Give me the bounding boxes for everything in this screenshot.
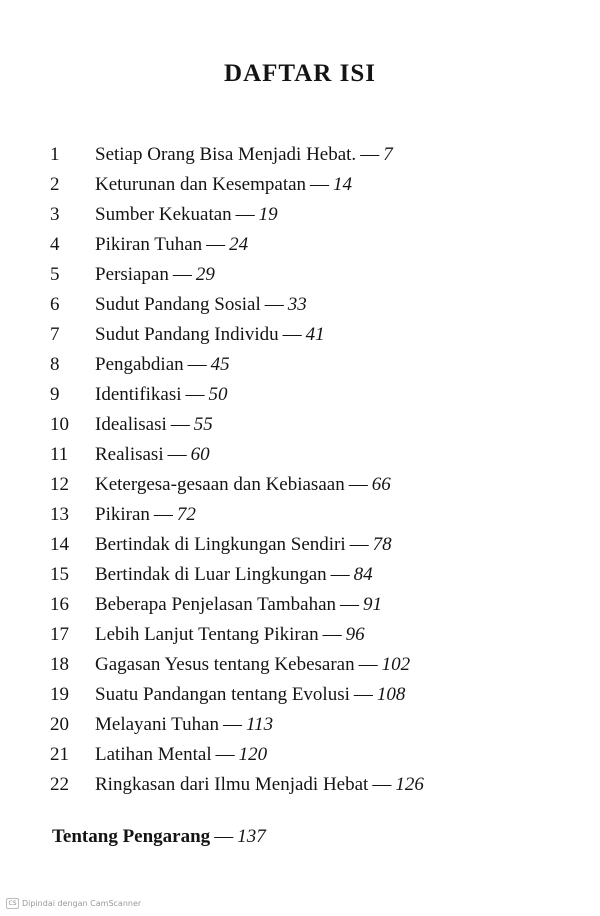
toc-entry xyxy=(50,650,580,680)
entry-page: 66 xyxy=(371,474,391,495)
toc-entry xyxy=(50,560,580,590)
entry-dash: — xyxy=(353,684,373,705)
table-of-contents xyxy=(50,140,580,800)
entry-page: 113 xyxy=(246,714,274,735)
entry-number: 20 xyxy=(50,714,69,735)
entry-page: 72 xyxy=(176,504,196,525)
entry-title: Gagasan Yesus tentang Kebesaran xyxy=(95,654,355,675)
entry-dash: — xyxy=(235,204,255,225)
entry-dash: — xyxy=(358,654,378,675)
entry-title: Ringkasan dari Ilmu Menjadi Hebat xyxy=(95,774,369,795)
entry-title: Sumber Kekuatan xyxy=(95,204,232,225)
toc-entry xyxy=(50,590,580,620)
entry-page: 29 xyxy=(195,264,215,285)
author-page: 137 xyxy=(237,826,266,847)
entry-title: Beberapa Penjelasan Tambahan xyxy=(95,594,336,615)
entry-title: Idealisasi xyxy=(95,414,167,435)
entry-title: Ketergesa-gesaan dan Kebiasaan xyxy=(95,474,345,495)
toc-entry xyxy=(50,500,580,530)
entry-number: 9 xyxy=(50,384,60,405)
entry-dash: — xyxy=(360,144,380,165)
entry-dash: — xyxy=(348,474,368,495)
entry-title: Sudut Pandang Individu xyxy=(95,324,279,345)
entry-dash: — xyxy=(223,714,243,735)
entry-page: 55 xyxy=(193,414,213,435)
entry-dash: — xyxy=(282,324,302,345)
entry-number: 17 xyxy=(50,624,69,645)
entry-number: 18 xyxy=(50,654,69,675)
toc-entry xyxy=(50,740,580,770)
entry-title: Pikiran Tuhan xyxy=(95,234,203,255)
toc-entry xyxy=(50,290,580,320)
toc-entry xyxy=(50,680,580,710)
entry-number: 15 xyxy=(50,564,69,585)
entry-page: 126 xyxy=(395,774,424,795)
entry-title: Setiap Orang Bisa Menjadi Hebat. xyxy=(95,144,357,165)
author-dash: — xyxy=(214,826,234,847)
toc-entry xyxy=(50,320,580,350)
toc-entry xyxy=(50,230,580,260)
entry-dash: — xyxy=(215,744,235,765)
entry-page: 60 xyxy=(190,444,210,465)
entry-number: 8 xyxy=(50,354,60,375)
entry-dash: — xyxy=(153,504,173,525)
entry-dash: — xyxy=(340,594,359,615)
entry-title: Melayani Tuhan xyxy=(95,714,220,735)
toc-entry xyxy=(50,770,580,800)
entry-page: 108 xyxy=(376,684,406,705)
entry-dash: — xyxy=(172,264,192,285)
entry-number: 13 xyxy=(50,504,69,525)
entry-number: 7 xyxy=(50,324,60,345)
entry-dash: — xyxy=(349,534,369,555)
toc-entry xyxy=(50,260,580,290)
toc-entry xyxy=(50,470,580,500)
entry-number: 12 xyxy=(50,474,69,495)
toc-entry xyxy=(50,170,580,200)
entry-page: 120 xyxy=(238,744,268,765)
entry-page: 19 xyxy=(258,204,278,225)
entry-number: 21 xyxy=(50,744,69,765)
entry-dash: — xyxy=(170,414,190,435)
entry-page: 41 xyxy=(305,324,325,345)
toc-entry xyxy=(50,710,580,740)
entry-title: Suatu Pandangan tentang Evolusi xyxy=(95,684,350,705)
entry-dash: — xyxy=(206,234,226,255)
entry-page: 14 xyxy=(333,174,353,195)
entry-page: 102 xyxy=(381,654,411,675)
entry-page: 84 xyxy=(353,564,373,585)
entry-title: Pikiran xyxy=(95,504,150,525)
entry-dash: — xyxy=(310,174,330,195)
entry-dash: — xyxy=(167,444,187,465)
entry-number: 19 xyxy=(50,684,69,705)
page-title: DAFTAR ISI xyxy=(224,60,376,87)
entry-title: Lebih Lanjut Tentang Pikiran xyxy=(95,624,319,645)
toc-entry xyxy=(50,440,580,470)
camscanner-icon: CS xyxy=(6,898,19,909)
entry-page: 50 xyxy=(208,384,228,405)
entry-title: Latihan Mental xyxy=(95,744,212,765)
entry-number: 14 xyxy=(50,534,69,555)
toc-entry xyxy=(50,620,580,650)
entry-title: Persiapan xyxy=(95,264,169,285)
entry-page: 7 xyxy=(383,144,393,165)
about-author-entry xyxy=(52,826,266,848)
entry-page: 33 xyxy=(287,294,307,315)
scanner-watermark xyxy=(6,898,141,909)
entry-number: 4 xyxy=(50,234,60,255)
entry-dash: — xyxy=(372,774,392,795)
entry-number: 11 xyxy=(50,444,69,465)
entry-dash: — xyxy=(322,624,342,645)
entry-number: 2 xyxy=(50,174,60,195)
entry-number: 22 xyxy=(50,774,69,795)
toc-entry xyxy=(50,410,580,440)
entry-dash: — xyxy=(185,384,205,405)
entry-number: 3 xyxy=(50,204,60,225)
entry-number: 10 xyxy=(50,414,69,435)
entry-title: Identifikasi xyxy=(95,384,182,405)
entry-number: 1 xyxy=(50,144,60,165)
toc-entry xyxy=(50,200,580,230)
entry-title: Realisasi xyxy=(95,444,164,465)
entry-dash: — xyxy=(330,564,350,585)
entry-title: Sudut Pandang Sosial xyxy=(95,294,261,315)
entry-title: Bertindak di Lingkungan Sendiri xyxy=(95,534,346,555)
entry-number: 6 xyxy=(50,294,60,315)
toc-entry xyxy=(50,530,580,560)
scanner-text: Dipindai dengan CamScanner xyxy=(22,899,142,908)
author-label: Tentang Pengarang xyxy=(52,826,211,847)
entry-title: Bertindak di Luar Lingkungan xyxy=(95,564,327,585)
entry-page: 78 xyxy=(372,534,392,555)
entry-title: Keturunan dan Kesempatan xyxy=(95,174,307,195)
entry-page: 24 xyxy=(229,234,249,255)
entry-dash: — xyxy=(187,354,207,375)
entry-page: 91 xyxy=(363,594,382,615)
entry-page: 45 xyxy=(210,354,230,375)
toc-entry xyxy=(50,140,580,170)
entry-dash: — xyxy=(264,294,284,315)
entry-title: Pengabdian xyxy=(95,354,184,375)
entry-number: 5 xyxy=(50,264,60,285)
toc-entry xyxy=(50,380,580,410)
toc-entry xyxy=(50,350,580,380)
entry-page: 96 xyxy=(345,624,365,645)
entry-number: 16 xyxy=(50,594,69,615)
